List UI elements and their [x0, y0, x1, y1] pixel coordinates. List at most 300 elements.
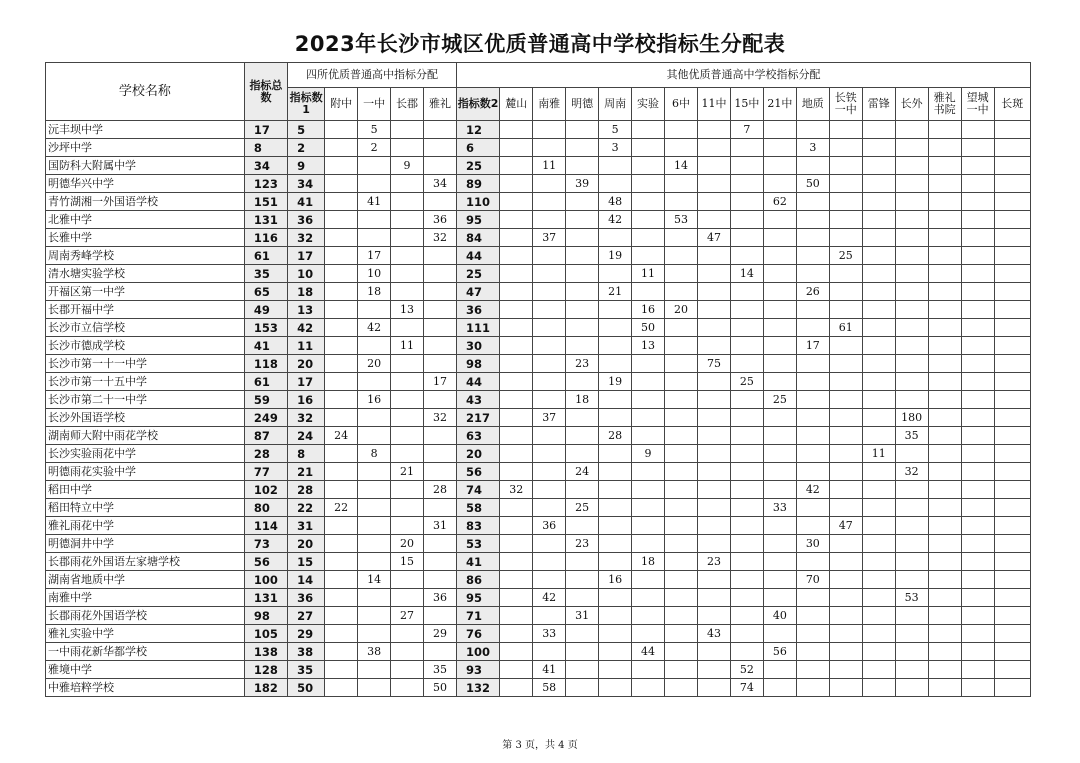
header-group2-col: 长斑	[994, 88, 1030, 121]
group2-value-cell	[862, 211, 895, 229]
school-name-cell: 湖南省地质中学	[46, 571, 245, 589]
group2-value-cell	[533, 337, 566, 355]
group2-value-cell	[763, 427, 796, 445]
group2-value-cell: 25	[763, 391, 796, 409]
group2-value-cell	[697, 283, 730, 301]
table-row	[46, 661, 1031, 679]
group2-value-cell	[961, 481, 994, 499]
group1-value-cell: 31	[424, 517, 457, 535]
group2-value-cell	[994, 373, 1030, 391]
group2-value-cell	[533, 139, 566, 157]
school-name-cell: 长郡雨花外国语左家塘学校	[46, 553, 245, 571]
group2-value-cell	[862, 427, 895, 445]
group1-value-cell	[325, 517, 358, 535]
group2-value-cell	[829, 571, 862, 589]
group2-value-cell	[895, 193, 928, 211]
group2-value-cell	[763, 157, 796, 175]
group2-value-cell	[895, 607, 928, 625]
group2-value-cell	[994, 661, 1030, 679]
group2-value-cell	[994, 679, 1030, 697]
group1-value-cell	[325, 607, 358, 625]
group2-value-cell	[796, 679, 829, 697]
quota2-cell: 56	[457, 463, 500, 481]
group2-value-cell: 33	[763, 499, 796, 517]
group2-value-cell	[763, 589, 796, 607]
group2-value-cell	[829, 535, 862, 553]
group2-value-cell	[796, 643, 829, 661]
group2-value-cell	[566, 661, 599, 679]
quota1-cell: 9	[288, 157, 325, 175]
group1-value-cell: 27	[391, 607, 424, 625]
group2-value-cell	[730, 337, 763, 355]
total-cell: 116	[244, 229, 287, 247]
group1-value-cell: 16	[358, 391, 391, 409]
group2-value-cell	[697, 139, 730, 157]
quota1-cell: 35	[288, 661, 325, 679]
group2-value-cell	[928, 409, 961, 427]
group2-value-cell	[533, 571, 566, 589]
group2-value-cell	[665, 265, 698, 283]
group2-value-cell	[763, 481, 796, 499]
quota2-cell: 98	[457, 355, 500, 373]
table-row	[46, 607, 1031, 625]
total-cell: 61	[244, 373, 287, 391]
header-group2-col: 长外	[895, 88, 928, 121]
total-cell: 131	[244, 211, 287, 229]
quota1-cell: 14	[288, 571, 325, 589]
group2-value-cell: 19	[599, 247, 632, 265]
group2-value-cell	[796, 463, 829, 481]
quota1-cell: 38	[288, 643, 325, 661]
group2-value-cell	[961, 391, 994, 409]
group2-value-cell	[533, 355, 566, 373]
table-row	[46, 463, 1031, 481]
group2-value-cell: 23	[697, 553, 730, 571]
group1-value-cell	[391, 499, 424, 517]
group2-value-cell	[763, 229, 796, 247]
group2-value-cell	[994, 301, 1030, 319]
total-cell: 128	[244, 661, 287, 679]
group2-value-cell: 25	[566, 499, 599, 517]
group1-value-cell	[424, 193, 457, 211]
quota2-cell: 110	[457, 193, 500, 211]
group2-value-cell	[994, 355, 1030, 373]
group2-value-cell: 18	[566, 391, 599, 409]
group2-value-cell: 35	[895, 427, 928, 445]
group2-value-cell	[730, 463, 763, 481]
group2-value-cell	[599, 535, 632, 553]
group2-value-cell	[697, 247, 730, 265]
quota2-cell: 58	[457, 499, 500, 517]
group2-value-cell	[862, 643, 895, 661]
group2-value-cell	[665, 553, 698, 571]
group2-value-cell	[632, 157, 665, 175]
school-name-cell: 长沙市第一十五中学	[46, 373, 245, 391]
group2-value-cell	[961, 499, 994, 517]
group2-value-cell	[994, 643, 1030, 661]
school-name-cell: 长沙市德成学校	[46, 337, 245, 355]
group2-value-cell	[599, 391, 632, 409]
group2-value-cell	[961, 157, 994, 175]
group1-value-cell	[325, 247, 358, 265]
group2-value-cell	[961, 193, 994, 211]
table-row	[46, 121, 1031, 139]
group1-value-cell	[424, 553, 457, 571]
group2-value-cell	[895, 337, 928, 355]
quota2-cell: 41	[457, 553, 500, 571]
group2-value-cell	[665, 571, 698, 589]
group2-value-cell	[961, 463, 994, 481]
group2-value-cell	[763, 373, 796, 391]
group2-value-cell	[895, 283, 928, 301]
group2-value-cell	[928, 247, 961, 265]
group2-value-cell	[566, 157, 599, 175]
group2-value-cell	[665, 391, 698, 409]
group2-value-cell	[829, 409, 862, 427]
group1-value-cell	[424, 463, 457, 481]
group1-value-cell: 41	[358, 193, 391, 211]
group2-value-cell	[862, 139, 895, 157]
header-group2-col: 雷锋	[862, 88, 895, 121]
header-school-name: 学校名称	[46, 63, 245, 121]
group2-value-cell	[895, 643, 928, 661]
school-name-cell: 长沙市第一十一中学	[46, 355, 245, 373]
group1-value-cell	[391, 121, 424, 139]
group2-value-cell	[961, 265, 994, 283]
group2-value-cell	[862, 517, 895, 535]
group2-value-cell	[829, 643, 862, 661]
group2-value-cell	[665, 409, 698, 427]
school-name-cell: 稻田特立中学	[46, 499, 245, 517]
group2-value-cell: 42	[599, 211, 632, 229]
group2-value-cell	[862, 409, 895, 427]
group2-value-cell	[665, 283, 698, 301]
group2-value-cell	[829, 139, 862, 157]
group2-value-cell	[961, 625, 994, 643]
quota2-cell: 6	[457, 139, 500, 157]
group1-value-cell	[358, 373, 391, 391]
group2-value-cell	[533, 463, 566, 481]
group2-value-cell	[829, 499, 862, 517]
quota1-cell: 32	[288, 229, 325, 247]
group2-value-cell	[829, 391, 862, 409]
group2-value-cell	[665, 643, 698, 661]
group1-value-cell	[391, 643, 424, 661]
group2-value-cell	[500, 121, 533, 139]
group2-value-cell: 14	[730, 265, 763, 283]
table-row	[46, 247, 1031, 265]
group2-value-cell	[599, 445, 632, 463]
header-group2-col: 长铁一中	[829, 88, 862, 121]
group1-value-cell: 34	[424, 175, 457, 193]
header-group2-col: 南雅	[533, 88, 566, 121]
quota1-cell: 36	[288, 211, 325, 229]
table-row	[46, 553, 1031, 571]
group2-value-cell	[697, 193, 730, 211]
group2-value-cell	[533, 175, 566, 193]
group2-value-cell	[796, 607, 829, 625]
group2-value-cell	[665, 319, 698, 337]
table-row	[46, 337, 1031, 355]
quota1-cell: 15	[288, 553, 325, 571]
table-row	[46, 175, 1031, 193]
group1-value-cell	[424, 643, 457, 661]
group1-value-cell	[391, 625, 424, 643]
total-cell: 59	[244, 391, 287, 409]
school-name-cell: 长雅中学	[46, 229, 245, 247]
group2-value-cell	[763, 247, 796, 265]
group2-value-cell	[566, 337, 599, 355]
group2-value-cell: 20	[665, 301, 698, 319]
table-row	[46, 427, 1031, 445]
group2-value-cell	[500, 193, 533, 211]
group2-value-cell	[500, 319, 533, 337]
group2-value-cell	[566, 139, 599, 157]
group2-value-cell	[665, 337, 698, 355]
group2-value-cell	[533, 427, 566, 445]
table-row	[46, 193, 1031, 211]
group2-value-cell: 14	[665, 157, 698, 175]
group1-value-cell	[391, 265, 424, 283]
group1-value-cell	[424, 607, 457, 625]
group2-value-cell	[697, 679, 730, 697]
group1-value-cell	[325, 355, 358, 373]
header-group2-col: 21中	[763, 88, 796, 121]
group2-value-cell	[862, 571, 895, 589]
group1-value-cell	[325, 175, 358, 193]
quota1-cell: 11	[288, 337, 325, 355]
group1-value-cell: 5	[358, 121, 391, 139]
group2-value-cell	[862, 319, 895, 337]
group1-value-cell: 20	[391, 535, 424, 553]
group2-value-cell	[730, 517, 763, 535]
group2-value-cell: 3	[599, 139, 632, 157]
group2-value-cell	[763, 445, 796, 463]
group2-value-cell	[697, 427, 730, 445]
school-name-cell: 开福区第一中学	[46, 283, 245, 301]
group2-value-cell	[928, 643, 961, 661]
quota2-cell: 100	[457, 643, 500, 661]
group2-value-cell	[697, 301, 730, 319]
quota2-cell: 20	[457, 445, 500, 463]
group1-value-cell: 38	[358, 643, 391, 661]
quota1-cell: 21	[288, 463, 325, 481]
quota1-cell: 5	[288, 121, 325, 139]
group2-value-cell	[994, 265, 1030, 283]
group2-value-cell	[763, 211, 796, 229]
group2-value-cell	[533, 193, 566, 211]
group2-value-cell	[994, 553, 1030, 571]
total-cell: 73	[244, 535, 287, 553]
school-name-cell: 雅礼雨花中学	[46, 517, 245, 535]
group2-value-cell: 13	[632, 337, 665, 355]
quota2-cell: 43	[457, 391, 500, 409]
group1-value-cell	[325, 589, 358, 607]
group2-value-cell	[599, 517, 632, 535]
group2-value-cell	[632, 589, 665, 607]
group2-value-cell	[862, 463, 895, 481]
total-cell: 8	[244, 139, 287, 157]
group2-value-cell	[994, 607, 1030, 625]
group2-value-cell	[763, 679, 796, 697]
group1-value-cell	[391, 373, 424, 391]
group1-value-cell	[325, 409, 358, 427]
group2-value-cell	[599, 337, 632, 355]
table-row	[46, 679, 1031, 697]
group2-value-cell	[632, 139, 665, 157]
group2-value-cell: 74	[730, 679, 763, 697]
group2-value-cell	[500, 157, 533, 175]
group2-value-cell	[862, 589, 895, 607]
group2-value-cell	[697, 445, 730, 463]
group2-value-cell: 44	[632, 643, 665, 661]
group1-value-cell	[391, 409, 424, 427]
group2-value-cell	[500, 553, 533, 571]
group2-value-cell	[566, 247, 599, 265]
group2-value-cell	[632, 571, 665, 589]
group2-value-cell	[665, 625, 698, 643]
group2-value-cell	[763, 661, 796, 679]
group2-value-cell	[730, 175, 763, 193]
group2-value-cell	[533, 211, 566, 229]
group2-value-cell	[533, 481, 566, 499]
group2-value-cell: 25	[730, 373, 763, 391]
group2-value-cell	[632, 391, 665, 409]
group1-value-cell: 28	[424, 481, 457, 499]
school-name-cell: 长沙市第二十一中学	[46, 391, 245, 409]
school-name-cell: 中雅培粹学校	[46, 679, 245, 697]
group2-value-cell	[697, 175, 730, 193]
group2-value-cell	[566, 625, 599, 643]
quota1-cell: 41	[288, 193, 325, 211]
group2-value-cell	[730, 157, 763, 175]
group2-value-cell	[829, 463, 862, 481]
total-cell: 49	[244, 301, 287, 319]
school-name-cell: 一中雨花新华都学校	[46, 643, 245, 661]
group2-value-cell	[566, 445, 599, 463]
group2-value-cell: 32	[500, 481, 533, 499]
group2-value-cell	[928, 229, 961, 247]
table-row	[46, 139, 1031, 157]
quota1-cell: 17	[288, 373, 325, 391]
group2-value-cell	[862, 121, 895, 139]
group1-value-cell: 2	[358, 139, 391, 157]
quota2-cell: 47	[457, 283, 500, 301]
group2-value-cell	[961, 283, 994, 301]
group2-value-cell	[632, 481, 665, 499]
group2-value-cell	[994, 319, 1030, 337]
group2-value-cell	[730, 481, 763, 499]
group2-value-cell	[895, 391, 928, 409]
group2-value-cell	[862, 355, 895, 373]
group2-value-cell	[697, 337, 730, 355]
group1-value-cell	[424, 121, 457, 139]
group2-value-cell: 53	[665, 211, 698, 229]
group2-value-cell	[697, 211, 730, 229]
group2-value-cell	[895, 571, 928, 589]
group2-value-cell	[928, 427, 961, 445]
group2-value-cell: 32	[895, 463, 928, 481]
total-cell: 131	[244, 589, 287, 607]
group2-value-cell	[632, 517, 665, 535]
group2-value-cell	[599, 499, 632, 517]
group1-value-cell: 22	[325, 499, 358, 517]
group1-value-cell: 35	[424, 661, 457, 679]
group2-value-cell	[961, 229, 994, 247]
group2-value-cell	[829, 193, 862, 211]
header-group1-col: 雅礼	[424, 88, 457, 121]
group2-value-cell	[566, 265, 599, 283]
school-name-cell: 明德雨花实验中学	[46, 463, 245, 481]
group2-value-cell	[730, 139, 763, 157]
header-group2-col: 望城一中	[961, 88, 994, 121]
group2-value-cell	[533, 301, 566, 319]
group2-value-cell	[566, 319, 599, 337]
group2-value-cell	[533, 247, 566, 265]
header-total: 指标总数	[244, 63, 287, 121]
group2-value-cell	[665, 229, 698, 247]
group2-value-cell	[829, 265, 862, 283]
total-cell: 182	[244, 679, 287, 697]
group2-value-cell: 50	[632, 319, 665, 337]
group1-value-cell: 29	[424, 625, 457, 643]
group2-value-cell	[500, 409, 533, 427]
total-cell: 114	[244, 517, 287, 535]
quota1-cell: 31	[288, 517, 325, 535]
table-row	[46, 301, 1031, 319]
total-cell: 102	[244, 481, 287, 499]
group2-value-cell	[533, 643, 566, 661]
group2-value-cell	[895, 625, 928, 643]
group2-value-cell: 3	[796, 139, 829, 157]
group2-value-cell	[862, 679, 895, 697]
group1-value-cell	[391, 319, 424, 337]
group2-value-cell	[961, 553, 994, 571]
school-name-cell: 长郡雨花外国语学校	[46, 607, 245, 625]
group2-value-cell	[599, 319, 632, 337]
group1-value-cell	[358, 175, 391, 193]
header-quota2: 指标数2	[457, 88, 500, 121]
group2-value-cell	[533, 373, 566, 391]
header-group2-col: 麓山	[500, 88, 533, 121]
group2-value-cell: 42	[796, 481, 829, 499]
group1-value-cell	[424, 355, 457, 373]
group2-value-cell	[829, 661, 862, 679]
group2-value-cell	[796, 121, 829, 139]
group1-value-cell: 15	[391, 553, 424, 571]
group2-value-cell	[599, 409, 632, 427]
group2-value-cell	[862, 535, 895, 553]
group2-value-cell: 42	[533, 589, 566, 607]
header-group1-col: 一中	[358, 88, 391, 121]
group2-value-cell: 52	[730, 661, 763, 679]
group2-value-cell	[599, 481, 632, 499]
quota2-cell: 12	[457, 121, 500, 139]
quota1-cell: 50	[288, 679, 325, 697]
group2-value-cell	[895, 499, 928, 517]
allocation-table	[45, 62, 1031, 697]
group2-value-cell	[763, 535, 796, 553]
group2-value-cell	[895, 139, 928, 157]
group1-value-cell	[391, 679, 424, 697]
group2-value-cell: 75	[697, 355, 730, 373]
group2-value-cell	[928, 661, 961, 679]
total-cell: 61	[244, 247, 287, 265]
group2-value-cell	[730, 283, 763, 301]
group2-value-cell	[961, 355, 994, 373]
group1-value-cell	[391, 391, 424, 409]
group2-value-cell	[928, 391, 961, 409]
